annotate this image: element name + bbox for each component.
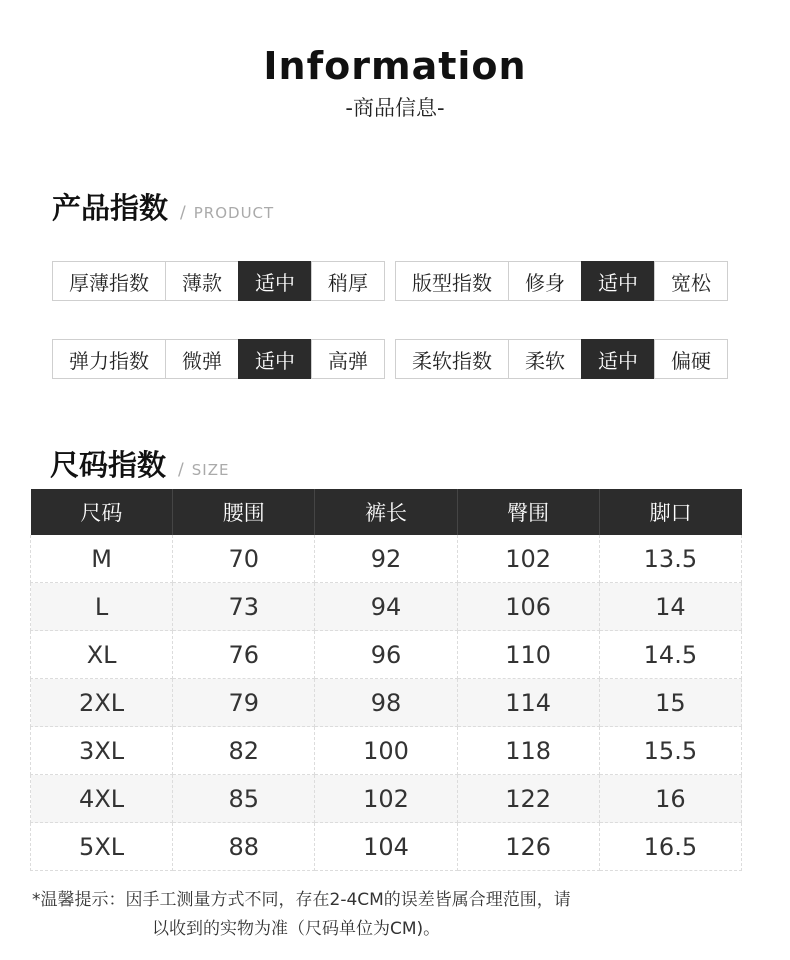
size-table-header — [31, 489, 742, 535]
table-cell: 14 — [599, 583, 741, 631]
table-row — [31, 775, 742, 823]
column-header-waist: 腰围 — [173, 489, 315, 535]
table-cell: 110 — [457, 631, 599, 679]
size-note — [32, 886, 762, 944]
table-cell: 5XL — [31, 823, 173, 871]
table-cell: 98 — [315, 679, 457, 727]
product-section-heading — [52, 186, 274, 227]
index-label: 柔软指数 — [395, 339, 509, 379]
index-option-selected: 适中 — [581, 261, 655, 301]
table-cell: 94 — [315, 583, 457, 631]
index-option: 柔软 — [508, 339, 582, 379]
note-line: *温馨提示：因手工测量方式不同，存在2-4CM的误差皆属合理范围，请 — [32, 890, 571, 910]
table-cell: 2XL — [31, 679, 173, 727]
table-cell: 3XL — [31, 727, 173, 775]
table-cell: 88 — [173, 823, 315, 871]
size-section-title: 尺码指数 — [50, 448, 167, 482]
index-option-selected: 适中 — [581, 339, 655, 379]
size-table — [30, 489, 742, 871]
table-cell: 16.5 — [599, 823, 741, 871]
table-cell: 96 — [315, 631, 457, 679]
index-option: 高弹 — [311, 339, 385, 379]
column-header-length: 裤长 — [315, 489, 457, 535]
index-option: 修身 — [508, 261, 582, 301]
table-row — [31, 727, 742, 775]
table-cell: 122 — [457, 775, 599, 823]
table-cell: 73 — [173, 583, 315, 631]
index-row-softness — [395, 339, 728, 379]
table-row — [31, 823, 742, 871]
table-cell: 92 — [315, 535, 457, 583]
table-row — [31, 631, 742, 679]
index-option: 宽松 — [654, 261, 728, 301]
table-cell: 106 — [457, 583, 599, 631]
index-row-fit — [395, 261, 728, 301]
table-cell: 85 — [173, 775, 315, 823]
table-cell: 79 — [173, 679, 315, 727]
section-slash: / — [180, 203, 186, 223]
table-cell: L — [31, 583, 173, 631]
product-section-title: 产品指数 — [52, 191, 169, 225]
table-cell: 102 — [457, 535, 599, 583]
table-cell: 100 — [315, 727, 457, 775]
index-option: 稍厚 — [311, 261, 385, 301]
column-header-hem: 脚口 — [599, 489, 741, 535]
table-cell: 4XL — [31, 775, 173, 823]
table-cell: 126 — [457, 823, 599, 871]
table-cell: 15 — [599, 679, 741, 727]
table-cell: 14.5 — [599, 631, 741, 679]
column-header-hip: 臀围 — [457, 489, 599, 535]
table-row — [31, 679, 742, 727]
table-cell: 114 — [457, 679, 599, 727]
table-row — [31, 583, 742, 631]
index-option-selected: 适中 — [238, 339, 312, 379]
size-section-heading — [50, 443, 229, 484]
index-row-elasticity — [52, 339, 385, 379]
table-cell: 13.5 — [599, 535, 741, 583]
table-cell: 82 — [173, 727, 315, 775]
index-option: 薄款 — [165, 261, 239, 301]
section-slash: / — [178, 460, 184, 480]
page-subtitle: -商品信息- — [345, 96, 445, 120]
table-cell: 70 — [173, 535, 315, 583]
table-cell: 102 — [315, 775, 457, 823]
size-section-en: SIZE — [191, 461, 230, 479]
page-title: Information — [263, 44, 527, 88]
table-cell: 16 — [599, 775, 741, 823]
table-cell: 15.5 — [599, 727, 741, 775]
index-row-thickness — [52, 261, 385, 301]
table-cell: 118 — [457, 727, 599, 775]
index-option: 偏硬 — [654, 339, 728, 379]
index-option-selected: 适中 — [238, 261, 312, 301]
table-cell: 104 — [315, 823, 457, 871]
table-cell: 76 — [173, 631, 315, 679]
index-label: 弹力指数 — [52, 339, 166, 379]
column-header-size: 尺码 — [31, 489, 173, 535]
note-line: 以收到的实物为准（尺码单位为CM)。 — [152, 919, 441, 939]
table-row — [31, 535, 742, 583]
table-cell: XL — [31, 631, 173, 679]
index-label: 厚薄指数 — [52, 261, 166, 301]
index-option: 微弹 — [165, 339, 239, 379]
product-section-en: PRODUCT — [193, 204, 275, 222]
table-cell: M — [31, 535, 173, 583]
index-label: 版型指数 — [395, 261, 509, 301]
